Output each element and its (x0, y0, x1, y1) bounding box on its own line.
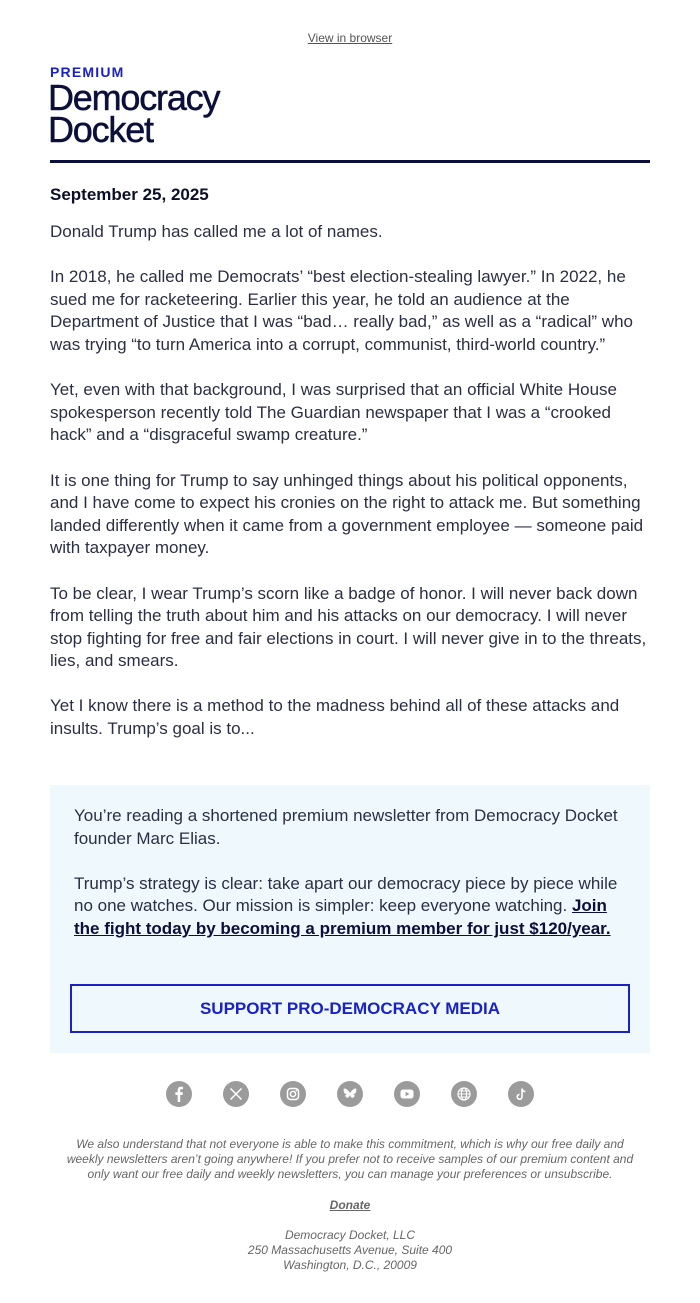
website-icon[interactable] (451, 1081, 477, 1107)
company-address (0, 1228, 700, 1273)
support-button[interactable]: SUPPORT PRO-DEMOCRACY MEDIA (70, 984, 630, 1033)
article-date: September 25, 2025 (50, 185, 209, 204)
facebook-icon[interactable] (166, 1081, 192, 1107)
article-paragraph: In 2018, he called me Democrats’ “best election-stealing lawyer.” In 2022, he sued me for racketeering. Earlier this year, he told an audience at the Department of Justice that I was “bad… really bad,” as well as a “radical” who was trying “to turn America into a corrupt, communist, third-world country.” (50, 267, 633, 354)
tiktok-icon[interactable] (508, 1081, 534, 1107)
header-divider (50, 160, 650, 163)
premium-callout (50, 785, 650, 1053)
article-paragraph: Yet, even with that background, I was surprised that an official White House spokesperson recently told The Guardian newspaper that I was a “crooked hack” and a “disgraceful swamp creature.” (50, 380, 617, 445)
x-icon[interactable] (223, 1081, 249, 1107)
donate-link[interactable]: Donate (329, 1198, 371, 1212)
callout-pitch (74, 873, 634, 941)
article-body (50, 221, 655, 763)
logo-line-2: Docket (48, 109, 153, 150)
footer-note: We also understand that not everyone is able to make this commitment, which is why our free daily and weekly newsletters aren’t going anywhere! If you prefer not to receive samples of our premium content and only want our free daily and weekly newsletters, you can manage your preferences or unsubscribe. (66, 1137, 634, 1181)
bluesky-icon[interactable] (337, 1081, 363, 1107)
address-line-2: Washington, D.C., 20009 (283, 1258, 417, 1272)
callout-pitch-text: Trump’s strategy is clear: take apart our democracy piece by piece while no one watches. Our mission is simpler: keep everyone watching. (74, 873, 618, 916)
instagram-icon[interactable] (280, 1081, 306, 1107)
view-in-browser-link[interactable]: View in browser (307, 31, 393, 45)
logo-line-1: Democracy (48, 77, 220, 118)
article-paragraph: Donald Trump has called me a lot of names. (50, 222, 383, 241)
company-name: Democracy Docket, LLC (284, 1228, 416, 1242)
address-line-1: 250 Massachusetts Avenue, Suite 400 (247, 1243, 453, 1257)
premium-label: PREMIUM (50, 64, 125, 80)
article-paragraph: To be clear, I wear Trump’s scorn like a badge of honor. I will never back down from telling the truth about him and his attacks on our democracy. I will never stop fighting for free and fair elections in court. I will never give in to the threats, lies, and smears. (50, 583, 647, 671)
social-links (0, 1081, 700, 1107)
callout-intro: You’re reading a shortened premium newsletter from Democracy Docket founder Marc Elias. (74, 806, 618, 848)
article-paragraph: Yet I know there is a method to the madness behind all of these attacks and insults. Trump’s goal is to... (50, 696, 620, 739)
youtube-icon[interactable] (394, 1081, 420, 1107)
join-premium-link[interactable]: Join the fight today by becoming a premium member for just $120/year. (74, 896, 611, 938)
article-paragraph: It is one thing for Trump to say unhinged things about his political opponents, and I have come to expect his cronies on the right to attack me. But something landed differently when it came from a government employee — someone paid with taxpayer money. (50, 470, 644, 558)
democracy-docket-logo[interactable] (48, 77, 220, 150)
